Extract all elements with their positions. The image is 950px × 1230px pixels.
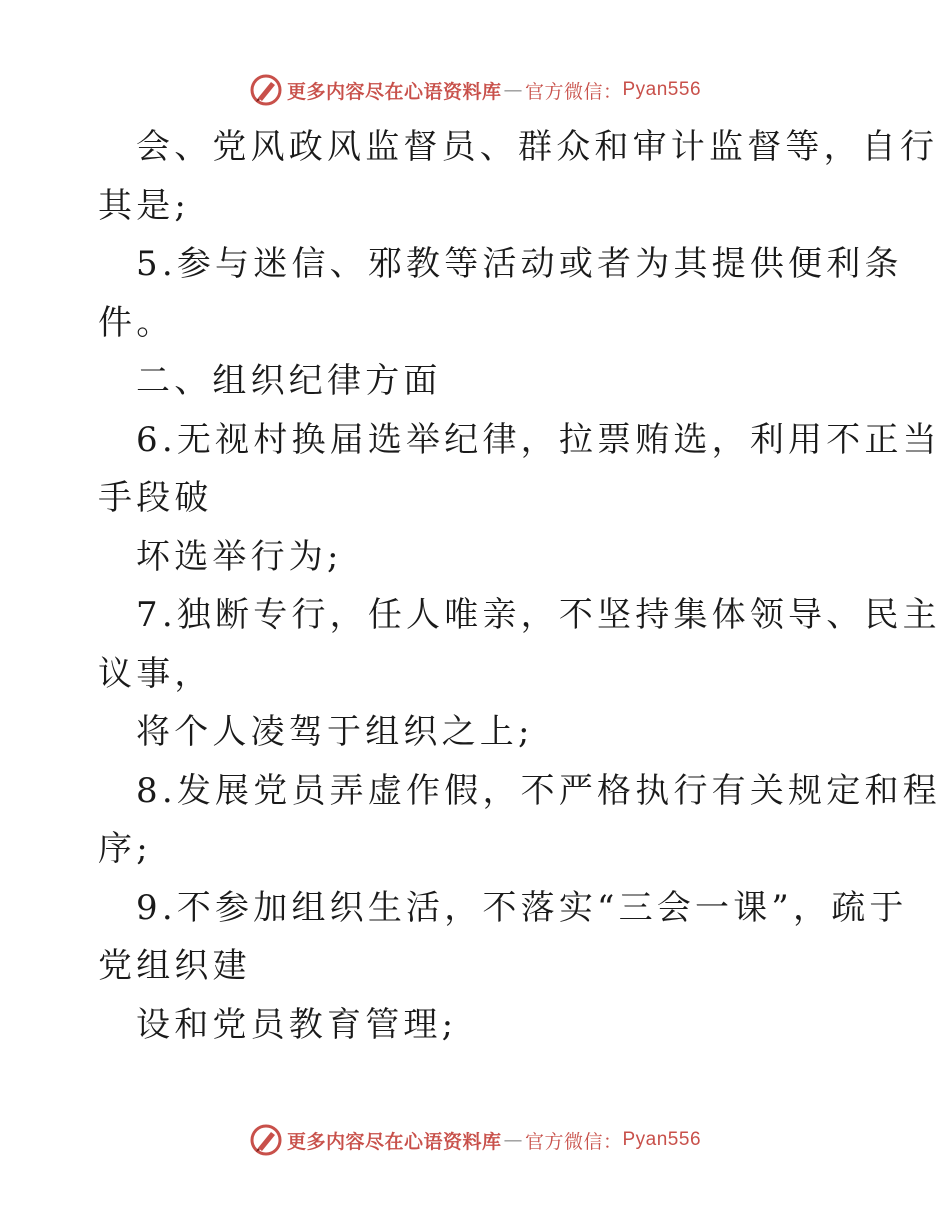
text-line: 议事， bbox=[98, 653, 213, 694]
watermark-wechat-id: Pyan556 bbox=[622, 1129, 702, 1150]
text-line: 7.独断专行，任人唯亲，不坚持集体领导、民主 bbox=[136, 595, 941, 635]
watermark-wechat-label: 官方微信： bbox=[524, 1130, 623, 1153]
text-line: 5.参与迷信、邪教等活动或者为其提供便利条 bbox=[136, 244, 903, 284]
text-line: 将个人凌驾于组织之上; bbox=[136, 712, 534, 752]
text-line: 二、组织纪律方面 bbox=[136, 361, 442, 401]
text-line: 8.发展党员弄虚作假，不严格执行有关规定和程 bbox=[136, 770, 941, 811]
pen-logo-icon bbox=[249, 73, 283, 107]
text-line: 9.不参加组织生活，不落实“三会一课”，疏于 bbox=[136, 887, 908, 928]
text-line: 手段破 bbox=[98, 478, 213, 518]
text-line: 序; bbox=[98, 829, 152, 869]
watermark-brand-text: 更多内容尽在心语资料库 bbox=[286, 80, 502, 103]
footer-watermark bbox=[0, 1120, 950, 1160]
text-line: 坏选举行为; bbox=[136, 536, 343, 577]
watermark-brand-text: 更多内容尽在心语资料库 bbox=[286, 1130, 502, 1153]
text-line: 设和党员教育管理; bbox=[136, 1004, 458, 1045]
watermark-wechat-id: Pyan556 bbox=[622, 79, 702, 100]
header-watermark bbox=[0, 70, 950, 110]
text-line: 其是; bbox=[98, 185, 191, 226]
watermark-wechat-label: 官方微信： bbox=[524, 80, 623, 103]
watermark-dash: — bbox=[503, 1129, 523, 1151]
text-line: 件。 bbox=[98, 302, 175, 343]
text-line: 6.无视村换届选举纪律，拉票贿选，利用不正当 bbox=[136, 419, 941, 460]
watermark-dash: — bbox=[503, 79, 523, 101]
text-line: 党组织建 bbox=[98, 946, 251, 986]
text-line: 会、党风政风监督员、群众和审计监督等，自行 bbox=[136, 127, 939, 167]
document-body bbox=[98, 118, 941, 1054]
pen-logo-icon bbox=[249, 1123, 283, 1157]
